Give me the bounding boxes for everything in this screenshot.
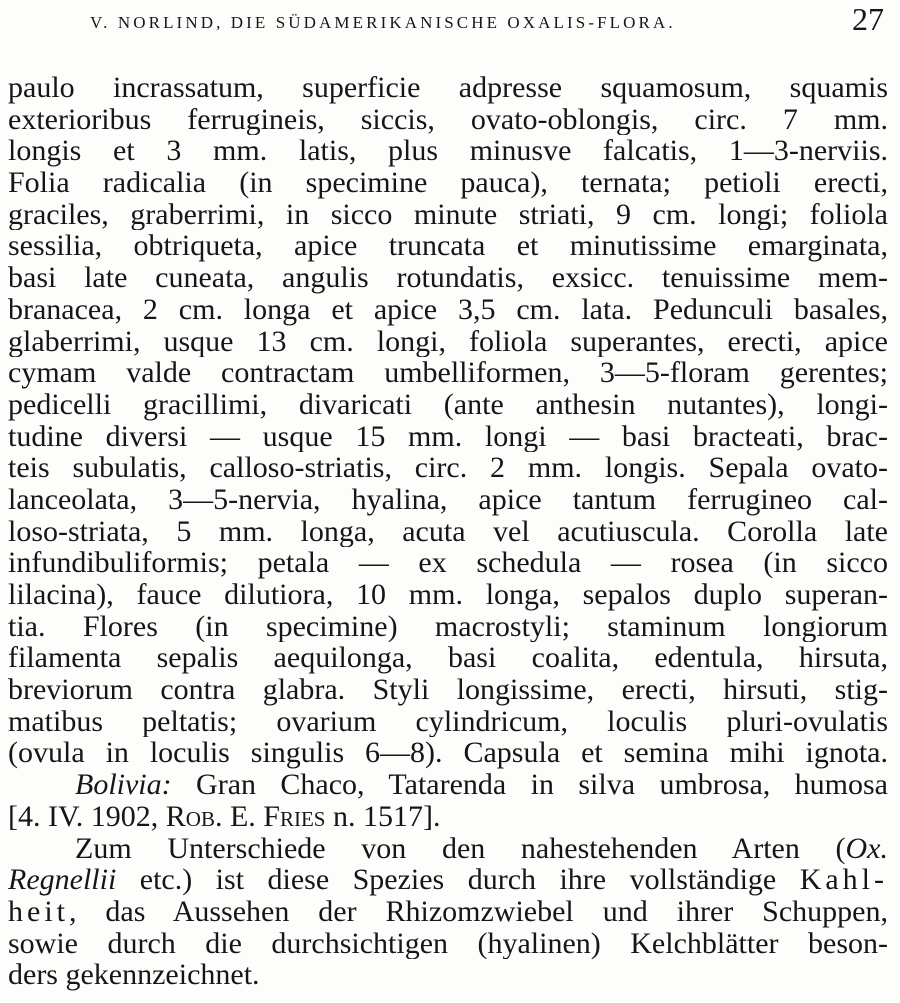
remark-italic: Regnellii (8, 864, 117, 896)
text-line: tudine diversi — usque 15 mm. longi — basi bracteati, brac- (8, 420, 888, 453)
locality-line (8, 769, 888, 801)
text-line: cymam valde contractam umbelliformen, 3—5-floram gerentes; (8, 357, 888, 389)
remark-line: ders gekennzeichnet. (8, 959, 260, 991)
remark-line (8, 864, 888, 896)
text-line: pedicelli gracillimi, divaricati (ante anthesin nutantes), longi- (8, 388, 888, 421)
text-line: exterioribus ferrugineis, siccis, ovato-oblongis, circ. 7 mm. (8, 103, 888, 136)
remark-line (8, 833, 888, 865)
text-line: lanceolata, 3—5-nervia, hyalina, apice tantum ferrugineo cal- (8, 483, 888, 516)
text-line: teis subulatis, calloso-striatis, circ. 2 mm. longis. Sepala ovato- (8, 452, 888, 484)
text-line: glaberrimi, usque 13 cm. longi, foliola superantes, erecti, apice (8, 325, 888, 358)
body-text (8, 72, 888, 991)
text-line: sessilia, obtriqueta, apice truncata et minutissime emarginata, (8, 230, 888, 263)
remark-text: , das Aussehen der Rhizomzwiebel und ihrer Schuppen, (69, 895, 888, 928)
remark-emphasis: Kahl- (799, 864, 888, 896)
text-line: branacea, 2 cm. longa et apice 3,5 cm. lata. Pedunculi basales, (8, 293, 888, 326)
locality-text: Gran Chaco, Tatarenda in silva umbrosa, humosa (196, 769, 888, 801)
text-line: matibus peltatis; ovarium cylindricum, loculis pluri-ovulatis (8, 705, 888, 738)
text-line: Folia radicalia (in specimine pauca), ternata; petioli erecti, (8, 167, 888, 199)
locality-country: Bolivia: (75, 769, 172, 801)
text-line: longis et 3 mm. latis, plus minusve falcatis, 1—3-nerviis. (8, 135, 888, 168)
collector-initial: E. (229, 800, 256, 833)
text-line: lilacina), fauce dilutiora, 10 mm. longa, sepalos duplo superan- (8, 579, 888, 611)
page-number: 27 (852, 1, 884, 37)
collector-last: Fries (263, 800, 326, 833)
text-line: paulo incrassatum, superficie adpresse squamosum, squamis (8, 72, 888, 104)
remark-line: sowie durch die durchsichtigen (hyalinen) Kelchblätter beson- (8, 927, 888, 960)
text-line: tia. Flores (in specimine) macrostyli; staminum longiorum (8, 610, 888, 643)
text-line: filamenta sepalis aequilonga, basi coalita, edentula, hirsuta, (8, 642, 888, 675)
citation-line (8, 801, 888, 833)
collector-first: Rob. (165, 800, 223, 833)
text-line: breviorum contra glabra. Styli longissime, erecti, hirsuti, stig- (8, 674, 888, 706)
text-line: (ovula in loculis singulis 6—8). Capsula et semina mihi ignota. (8, 737, 888, 770)
text-line: loso-striata, 5 mm. longa, acuta vel acutiuscula. Corolla late (8, 515, 888, 548)
remark-line (8, 896, 888, 928)
remark-text: etc.) ist diese Spezies durch ihre vollständige (139, 864, 777, 896)
citation-close: n. 1517]. (333, 800, 441, 833)
remark-emphasis: heit (8, 895, 69, 928)
citation-open: [4. IV. 1902, (8, 800, 159, 833)
text-line: graciles, graberrimi, in sicco minute striati, 9 cm. longi; foliola (8, 198, 888, 231)
text-line: infundibuliformis; petala — ex schedula — rosea (in sicco (8, 547, 888, 579)
remark-text: Zum Unterschiede von den nahestehenden Arten ( (75, 832, 846, 865)
running-title: V. NORLIND, DIE SÜDAMERIKANISCHE OXALIS-FLORA. (90, 13, 676, 32)
text-line: basi late cuneata, angulis rotundatis, exsicc. tenuissime mem- (8, 262, 888, 294)
remark-italic: Ox. (845, 832, 888, 865)
